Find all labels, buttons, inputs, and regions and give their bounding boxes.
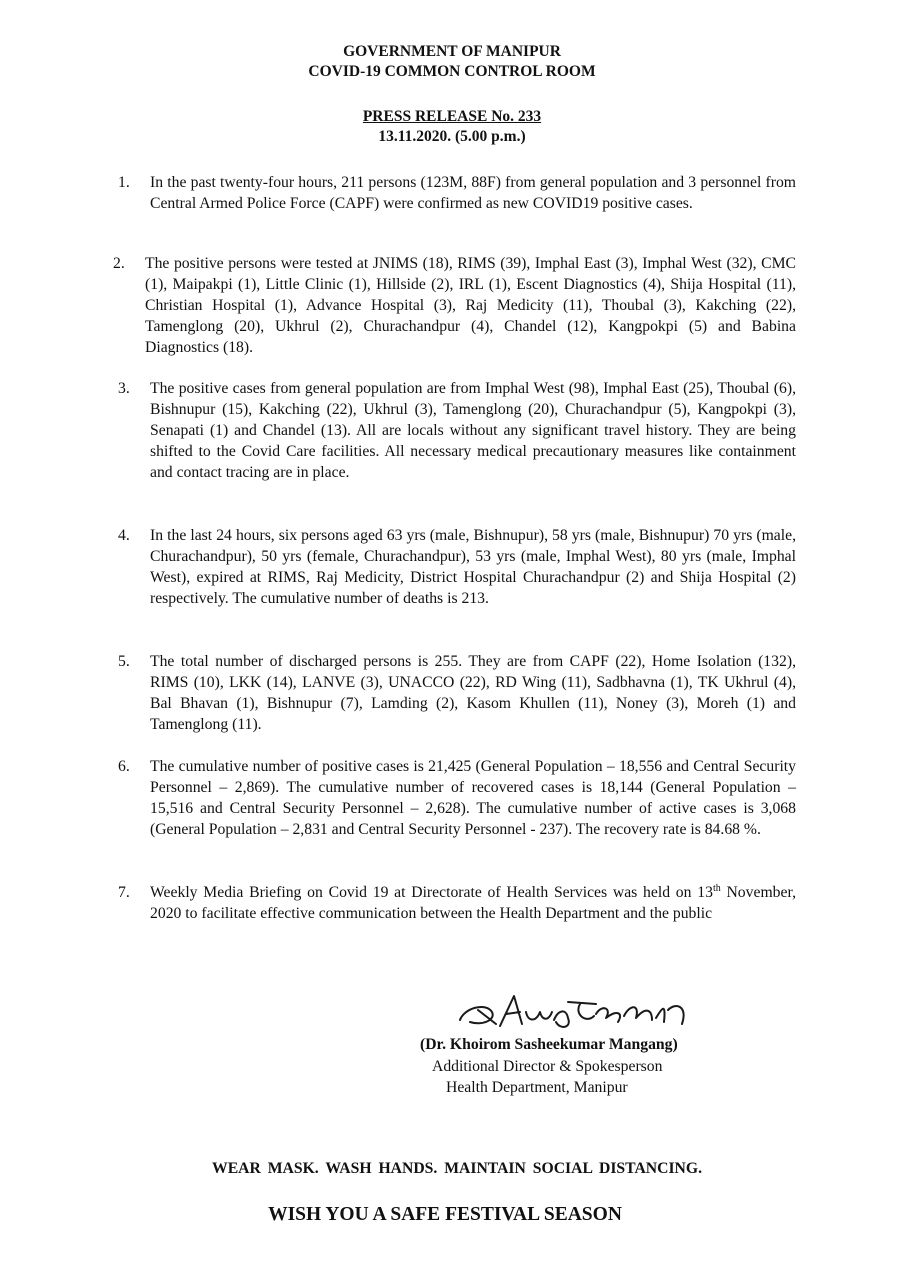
list-item-6 (118, 756, 796, 840)
item-number: 2. (113, 255, 125, 272)
festival-wish: WISH YOU A SAFE FESTIVAL SEASON (268, 1204, 622, 1225)
item-text (150, 882, 796, 924)
signatory-name: (Dr. Khoirom Sasheekumar Mangang) (420, 1036, 678, 1053)
government-title: GOVERNMENT OF MANIPUR (343, 43, 561, 60)
press-release-heading (0, 107, 904, 147)
item-text: In the past twenty-four hours, 211 persons (123M, 88F) from general population and 3 personnel from Central Armed Police Force (CAPF) were confirmed as new COVID19 positive cases. (150, 174, 796, 212)
list-item-3 (118, 378, 796, 483)
item-text: The positive cases from general population are from Imphal West (98), Imphal East (25), Thoubal (6), Bishnupur (15), Kakching (22), Ukhrul (3), Tamenglong (20), Churachandpur (5), Kangpokpi (3), Senapati (1) and Chandel (13). All are locals without any significant travel history. They are being shifted to the Covid Care facilities. All necessary medical precautionary measures like containment and contact tracing are in place. (150, 380, 796, 481)
letterhead (0, 42, 904, 82)
item-number: 5. (118, 653, 130, 670)
control-room-title: COVID-19 COMMON CONTROL ROOM (308, 63, 596, 80)
list-item-2 (113, 253, 796, 358)
item-text-main: Weekly Media Briefing on Covid 19 at Directorate of Health Services was held on 13 (150, 884, 713, 901)
item-number: 4. (118, 527, 130, 544)
press-release-number: PRESS RELEASE No. 233 (362, 108, 542, 125)
item-number: 6. (118, 758, 130, 775)
item-number: 1. (118, 174, 130, 191)
ordinal-suffix: th (712, 882, 721, 894)
item-number: 3. (118, 380, 130, 397)
signatory-department: Health Department, Manipur (446, 1079, 628, 1096)
list-item-1 (118, 172, 796, 214)
signatory-title: Additional Director & Spokesperson (432, 1058, 663, 1075)
list-item-7 (118, 882, 796, 924)
safety-slogan: WEAR MASK. WASH HANDS. MAINTAIN SOCIAL DISTANCING. (212, 1160, 702, 1177)
item-text: The positive persons were tested at JNIMS (18), RIMS (39), Imphal East (3), Imphal West (32), CMC (1), Maipakpi (1), Little Clinic (1), Hillside (2), IRL (1), Escent Diagnostics (4), Shija Hospital (11), Christian Hospital (1), Advance Hospital (3), Raj Medicity (11), Thoubal (3), Kakching (22), Tamenglong (20), Ukhrul (2), Churachandpur (4), Chandel (12), Kangpokpi (5) and Babina Diagnostics (18). (145, 255, 796, 356)
item-text: In the last 24 hours, six persons aged 63 yrs (male, Bishnupur), 58 yrs (male, Bishnupur) 70 yrs (male, Churachandpur), 50 yrs (female, Churachandpur), 53 yrs (male, Imphal West), 80 yrs (male, Imphal West), expired at RIMS, Raj Medicity, District Hospital Churachandpur (2) and Shija Hospital (2) respectively. The cumulative number of deaths is 213. (150, 527, 796, 607)
item-text-rest: November, 2020 to facilitate effective communication between the Health Department and the public (150, 884, 796, 922)
item-text: The cumulative number of positive cases is 21,425 (General Population – 18,556 and Central Security Personnel – 2,869). The cumulative number of recovered cases is 18,144 (General Population – 15,516 and Central Security Personnel – 2,628). The cumulative number of active cases is 3,068 (General Population – 2,831 and Central Security Personnel - 237). The recovery rate is 84.68 %. (150, 758, 796, 838)
press-release-date: 13.11.2020. (5.00 p.m.) (378, 128, 526, 145)
list-item-4 (118, 525, 796, 609)
handwritten-signature (456, 990, 696, 1034)
list-item-5 (118, 651, 796, 735)
item-text: The total number of discharged persons is 255. They are from CAPF (22), Home Isolation (132), RIMS (10), LKK (14), LANVE (3), UNACCO (22), RD Wing (11), Sadbhavna (1), TK Ukhrul (4), Bal Bhavan (1), Bishnupur (7), Lamding (2), Kasom Khullen (11), Noney (3), Moreh (1) and Tamenglong (11). (150, 653, 796, 733)
item-number: 7. (118, 884, 130, 901)
